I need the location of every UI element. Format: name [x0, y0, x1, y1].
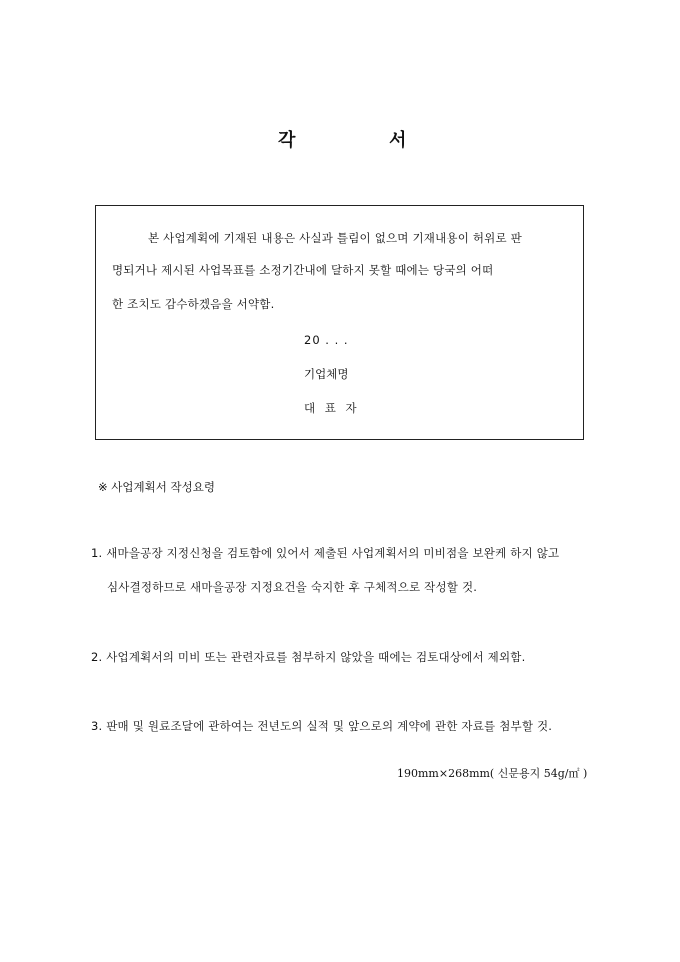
title-char-2: 서 — [389, 130, 407, 151]
paper-spec: 190mm×268mm( 신문용지 54g/㎡ ) — [397, 767, 588, 780]
note-1-line-2: 심사결정하므로 새마을공장 지정요건을 숙지한 후 구체적으로 작성할 것. — [107, 580, 478, 594]
note-1-line-1: 1. 새마을공장 지정신청을 검토함에 있어서 제출된 사업계획서의 미비점을 보완케 하지 않고 — [91, 546, 560, 560]
pledge-line-3: 한 조치도 감수하겠음을 서약함. — [112, 297, 275, 311]
note-2: 2. 사업계획서의 미비 또는 관련자료를 첨부하지 않았을 때에는 검토대상에서 제외함. — [91, 650, 526, 664]
note-3: 3. 판매 및 원료조달에 관하여는 전년도의 실적 및 앞으로의 계약에 관한 자료를 첨부할 것. — [91, 719, 553, 733]
pledge-box — [95, 205, 584, 440]
pledge-line-2: 명되거나 제시된 사업목표를 소정기간내에 달하지 못할 때에는 당국의 어떠 — [112, 263, 494, 277]
representative-label: 대 표 자 — [304, 401, 360, 415]
signature-date: 20 . . . — [304, 333, 349, 347]
document-title — [0, 128, 680, 154]
notes-heading: ※ 사업계획서 작성요령 — [98, 480, 215, 494]
pledge-line-1: 본 사업계획에 기재된 내용은 사실과 틀림이 없으며 기재내용이 허위로 판 — [148, 231, 522, 245]
company-name-label: 기업체명 — [304, 367, 349, 381]
title-char-1: 각 — [278, 130, 296, 151]
